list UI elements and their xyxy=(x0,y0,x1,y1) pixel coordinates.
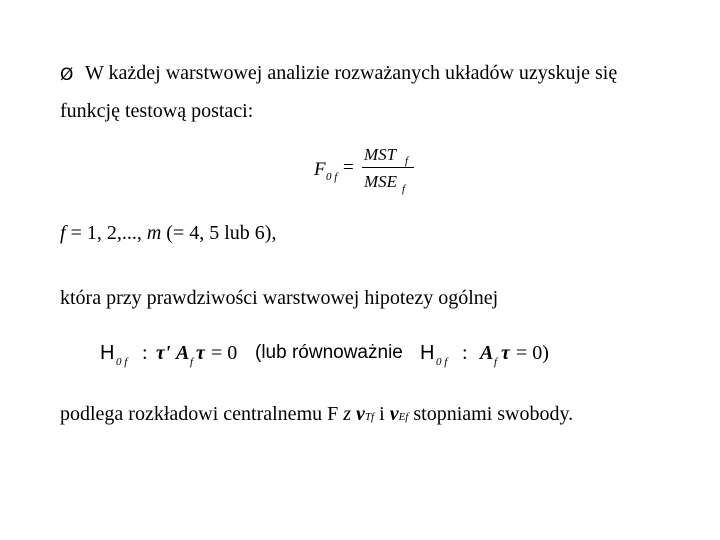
matrix-a: A xyxy=(176,342,190,364)
formula-equals: = xyxy=(343,157,354,178)
distribution-text-2: stopniami swobody. xyxy=(413,403,574,425)
range-m: m xyxy=(146,222,162,244)
hypothesis-formula xyxy=(100,340,570,370)
distribution-text-1: podlega rozkładowi centralnemu F xyxy=(60,403,344,425)
equals-zero: = 0 xyxy=(206,342,238,364)
tau: τ xyxy=(196,342,205,364)
equals-zero-2: = 0) xyxy=(511,342,549,364)
h0-symbol-2: H xyxy=(420,342,435,364)
fraction-bar xyxy=(362,167,414,168)
nu-t-sub: Tf xyxy=(364,411,375,423)
tau-prime: τ' xyxy=(156,342,171,364)
h0-sub: 0 f xyxy=(116,356,128,368)
matrix-a-sub: f xyxy=(190,356,194,368)
matrix-a-sub-2: f xyxy=(494,356,498,368)
nu-e-sub: Ef xyxy=(398,411,409,423)
formula-lhs-sub: 0 f xyxy=(326,171,338,183)
intro-line-2: funkcję testową postaci: xyxy=(60,100,254,122)
h0-colon: : xyxy=(142,342,148,364)
nu-e: ν xyxy=(389,403,399,425)
intro-line-1: W każdej warstwowej analizie rozważanych układów uzyskuje się xyxy=(85,62,618,84)
hypothesis-intro: która przy prawdziwości warstwowej hipotezy ogólnej xyxy=(60,287,499,309)
h0-symbol: H xyxy=(100,342,115,364)
alt-text: (lub równoważnie xyxy=(255,342,403,363)
range-f: f xyxy=(60,222,66,244)
formula-f-statistic xyxy=(312,145,422,205)
h0-sub-2: 0 f xyxy=(436,356,448,368)
range-line xyxy=(60,222,276,245)
matrix-a-2: A xyxy=(480,342,494,364)
range-text-1: = 1, 2,..., xyxy=(65,222,147,244)
tau-2: τ xyxy=(501,342,510,364)
range-text-2: (= 4, 5 lub 6), xyxy=(161,222,277,244)
nu-t: ν xyxy=(356,403,365,425)
bullet-arrow-icon: Ø xyxy=(60,65,74,85)
formula-denominator: MSE xyxy=(364,172,398,191)
distribution-line xyxy=(60,403,573,426)
formula-numerator-sub: f xyxy=(405,155,409,167)
formula-denominator-sub: f xyxy=(402,183,406,195)
distribution-z: z xyxy=(343,403,352,425)
h0-colon-2: : xyxy=(462,342,468,364)
formula-lhs: F xyxy=(314,159,326,180)
distribution-and: i xyxy=(379,403,385,425)
formula-numerator: MST xyxy=(364,145,397,164)
